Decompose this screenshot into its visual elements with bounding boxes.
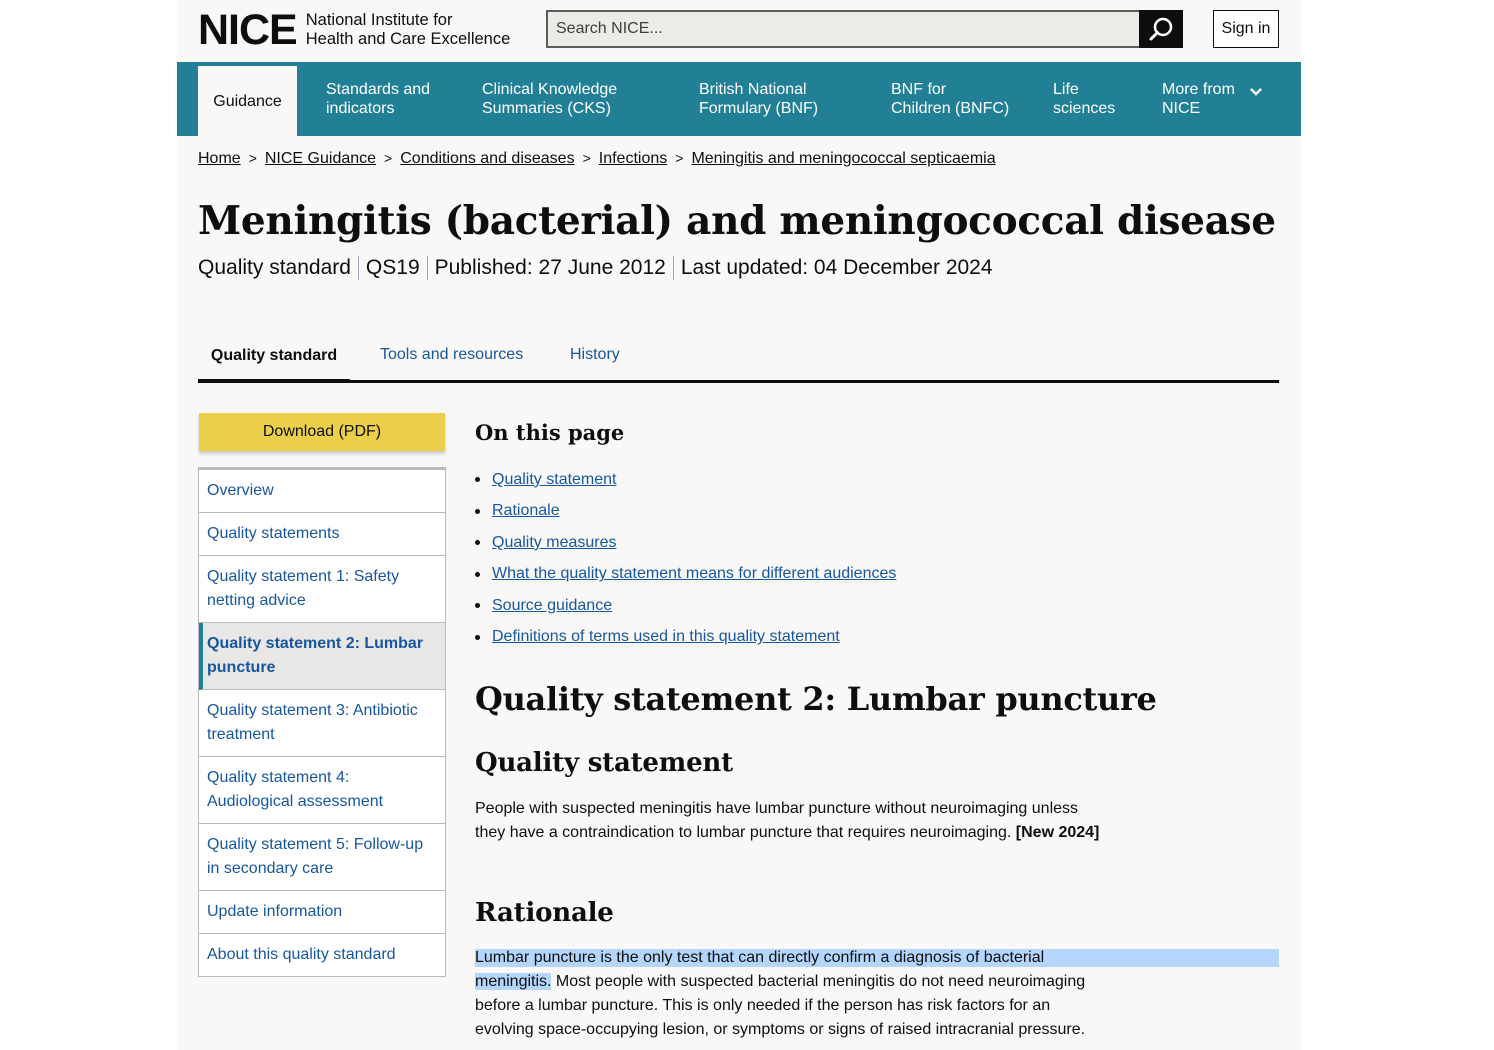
list-item	[475, 590, 896, 622]
quality-statement-text: People with suspected meningitis have lumbar puncture without neuroimaging unless they have a contraindication to lumbar puncture that requires neuroimaging. [New 2024]	[475, 800, 1100, 841]
nav-bnf[interactable]	[699, 62, 818, 136]
sidebar-item-update-information[interactable]: Update information	[199, 891, 445, 934]
nav-label: BNF for Children (BNFC)	[891, 81, 1010, 117]
sidebar-item-quality-statements[interactable]: Quality statements	[199, 513, 445, 556]
list-item	[475, 527, 896, 559]
rationale-heading: Rationale	[475, 898, 614, 928]
otp-link-audiences[interactable]: What the quality statement means for different audiences	[492, 565, 897, 583]
nav-label: Clinical Knowledge Summaries (CKS)	[482, 81, 618, 117]
site-header	[177, 0, 1301, 62]
nav-label: Standards and indicators	[326, 81, 431, 117]
main-nav	[177, 62, 1301, 136]
tab-tools-and-resources[interactable]: Tools and resources	[380, 346, 524, 363]
meta-published: Published: 27 June 2012	[427, 256, 673, 280]
nav-life-sciences[interactable]	[1053, 62, 1115, 136]
logo-line-1: National Institute for	[305, 10, 453, 29]
otp-link-definitions[interactable]: Definitions of terms used in this quality statement	[492, 628, 840, 646]
breadcrumb-conditions[interactable]: Conditions and diseases	[400, 150, 575, 167]
nav-standards-and-indicators[interactable]	[326, 62, 430, 136]
breadcrumb-nice-guidance[interactable]: NICE Guidance	[264, 150, 377, 167]
tab-bar	[198, 330, 1279, 383]
sidebar-item-qs2[interactable]: Quality statement 2: Lumbar puncture	[199, 623, 445, 690]
otp-link-source-guidance[interactable]: Source guidance	[492, 596, 613, 614]
sidebar-item-qs1[interactable]: Quality statement 1: Safety netting advice	[199, 556, 445, 623]
tab-history[interactable]: History	[570, 346, 620, 363]
logo-line-2: Health and Care Excellence	[305, 30, 511, 48]
meta-type: Quality standard	[198, 256, 351, 279]
meta-updated: Last updated: 04 December 2024	[673, 256, 1000, 280]
otp-link-rationale[interactable]: Rationale	[492, 502, 560, 520]
nav-more-from-nice[interactable]	[1162, 62, 1263, 136]
search-icon	[1148, 16, 1174, 42]
sidebar-item-overview[interactable]: Overview	[199, 470, 445, 513]
page	[177, 0, 1301, 1050]
breadcrumb-meningitis[interactable]: Meningitis and meningococcal septicaemia	[691, 150, 996, 167]
logo-text	[306, 11, 511, 50]
list-item	[475, 464, 896, 496]
selected-text: Lumbar puncture is the only test that can directly confirm a diagnosis of bacterial meningitis.	[475, 949, 1045, 990]
quality-statement-heading: Quality statement	[475, 748, 733, 778]
sidebar-item-qs5[interactable]: Quality statement 5: Follow-up in secondary care	[199, 824, 445, 891]
otp-link-quality-statement[interactable]: Quality statement	[492, 470, 617, 488]
list-item	[475, 496, 896, 528]
search-bar	[546, 10, 1183, 48]
sidebar-item-qs4[interactable]: Quality statement 4: Audiological assessment	[199, 757, 445, 824]
nav-label: British National Formulary (BNF)	[699, 81, 819, 117]
on-this-page-list	[475, 464, 896, 653]
sidebar-item-about[interactable]: About this quality standard	[207, 946, 396, 963]
nav-label: Life sciences	[1053, 81, 1116, 117]
logo-mark: NICE	[198, 6, 297, 54]
page-title: Meningitis (bacterial) and meningococcal disease	[198, 198, 1276, 244]
sign-in-button[interactable]: Sign in	[1213, 10, 1279, 48]
search-input[interactable]	[546, 10, 1139, 48]
list-item	[475, 622, 896, 654]
new-tag: [New 2024]	[1015, 824, 1100, 841]
on-this-page-heading: On this page	[475, 420, 625, 445]
breadcrumb-home[interactable]: Home	[198, 150, 241, 167]
nav-bnfc[interactable]	[891, 62, 1009, 136]
chevron-down-icon	[1249, 87, 1263, 97]
search-button[interactable]	[1139, 10, 1183, 48]
nice-logo[interactable]	[198, 8, 510, 52]
nav-label: Guidance	[213, 92, 282, 110]
otp-link-quality-measures[interactable]: Quality measures	[492, 533, 617, 551]
nav-cks[interactable]	[482, 62, 617, 136]
sidebar-item-qs3[interactable]: Quality statement 3: Antibiotic treatment	[199, 690, 445, 757]
breadcrumb: Home > NICE Guidance > Conditions and diseases > Infections > Meningitis and meningococcal septicaemia	[198, 150, 996, 167]
section-heading: Quality statement 2: Lumbar puncture	[475, 680, 1157, 718]
meta-id: QS19	[358, 256, 427, 280]
nav-label: More from NICE	[1162, 81, 1235, 117]
sidebar-nav	[198, 467, 446, 977]
tab-quality-standard[interactable]: Quality standard	[198, 330, 350, 383]
rationale-text: Lumbar puncture is the only test that can directly confirm a diagnosis of bacterial meningitis. Most people with suspected bacterial meningitis do not need neuroimaging before a lumbar puncture. This is only needed if the person has risk factors for an evolving space-occupying lesion, or symptoms or signs of raised intracranial pressure.	[475, 949, 1086, 1038]
breadcrumb-infections[interactable]: Infections	[598, 150, 668, 167]
page-meta	[198, 256, 1000, 280]
download-pdf-button[interactable]: Download (PDF)	[199, 413, 445, 451]
list-item	[475, 559, 896, 591]
nav-guidance[interactable]	[198, 66, 297, 136]
